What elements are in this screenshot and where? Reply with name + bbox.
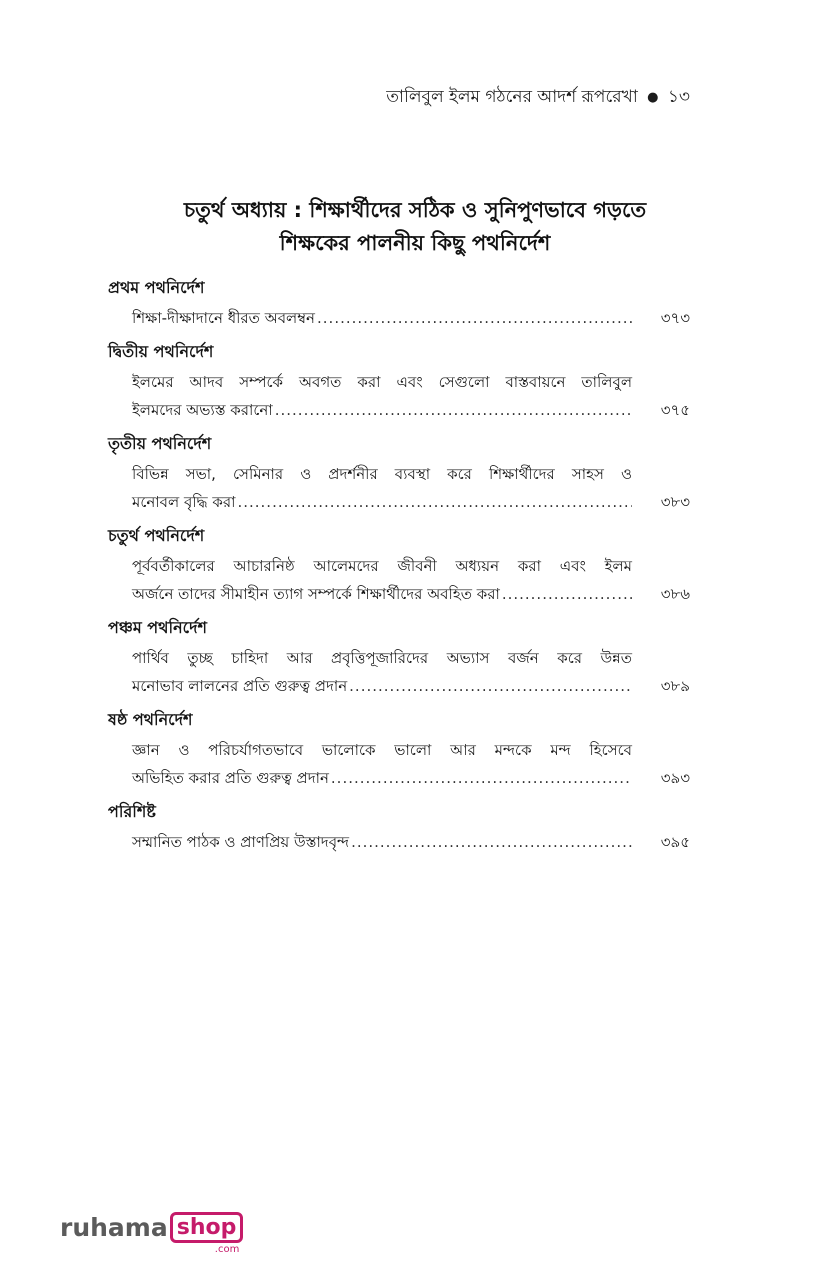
toc-entry-last-line (132, 488, 690, 516)
dot-leader (351, 828, 632, 856)
dot-leader (275, 396, 632, 424)
logo-brand-right: shop (170, 1212, 244, 1243)
toc-entry-last-line (132, 764, 690, 792)
toc-page-number: ৩৭৩ (660, 309, 690, 327)
toc-entry[interactable] (108, 368, 690, 424)
chapter-title (100, 194, 730, 260)
toc-entry-last-line (132, 672, 690, 700)
toc-entry-text: মনোভাব লালনের প্রতি গুরুত্ব প্রদান (132, 677, 348, 695)
table-of-contents (108, 272, 690, 856)
toc-page-number: ৩৯৩ (660, 769, 690, 787)
toc-page-number: ৩৮৬ (660, 585, 690, 603)
page-number: ১৩ (667, 87, 690, 107)
toc-section-title: ষষ্ঠ পথনির্দেশ (108, 710, 193, 729)
ruhamashop-watermark-logo (60, 1212, 243, 1255)
running-header (110, 84, 690, 112)
toc-section-title: চতুর্থ পথনির্দেশ (108, 526, 205, 545)
chapter-title-line-2: শিক্ষকের পালনীয় কিছু পথনির্দেশ (279, 231, 551, 255)
dot-leader (349, 672, 632, 700)
toc-entry[interactable] (108, 304, 690, 332)
toc-section-title: পরিশিষ্ট (108, 802, 156, 821)
toc-page-number: ৩৮৩ (660, 493, 690, 511)
toc-entry-last-line (132, 580, 690, 608)
toc-section-title: দ্বিতীয় পথনির্দেশ (108, 342, 214, 361)
running-title: তালিবুল ইলম গঠনের আদর্শ রূপরেখা (386, 87, 638, 107)
toc-entry-text: মনোবল বৃদ্ধি করা (132, 493, 236, 511)
dot-leader (317, 304, 632, 332)
dot-leader (502, 580, 632, 608)
toc-entry[interactable] (108, 736, 690, 792)
toc-entry-last-line (132, 828, 690, 856)
toc-entry-last-line (132, 396, 690, 424)
toc-entry[interactable] (108, 828, 690, 856)
toc-page-number: ৩৮৯ (660, 677, 690, 695)
toc-page-number: ৩৯৫ (660, 833, 690, 851)
toc-entry-line: ইলমের আদব সম্পর্কে অবগত করা এবং সেগুলো বাস্তবায়নে তালিবুল (132, 373, 632, 391)
toc-entry-text: সম্মানিত পাঠক ও প্রাণপ্রিয় উস্তাদবৃন্দ (132, 833, 350, 851)
toc-section-title: তৃতীয় পথনির্দেশ (108, 434, 212, 453)
toc-entry-line: বিভিন্ন সভা, সেমিনার ও প্রদর্শনীর ব্যবস্থা করে শিক্ষার্থীদের সাহস ও (132, 465, 632, 483)
toc-section-title: প্রথম পথনির্দেশ (108, 278, 205, 297)
toc-entry-line: জ্ঞান ও পরিচর্যাগতভাবে ভালোকে ভালো আর মন্দকে মন্দ হিসেবে (132, 741, 632, 759)
toc-entry-text: অভিহিত করার প্রতি গুরুত্ব প্রদান (132, 769, 329, 787)
toc-page-number: ৩৭৫ (660, 401, 690, 419)
dot-leader (237, 488, 632, 516)
toc-entry[interactable] (108, 460, 690, 516)
toc-entry-line: পূর্ববর্তীকালের আচারনিষ্ঠ আলেমদের জীবনী অধ্যয়ন করা এবং ইলম (132, 557, 632, 575)
toc-entry[interactable] (108, 644, 690, 700)
toc-entry[interactable] (108, 552, 690, 608)
bullet-separator: ● (647, 90, 659, 105)
logo-brand-left: ruhama (60, 1213, 168, 1242)
toc-entry-line: পার্থিব তুচ্ছ চাহিদা আর প্রবৃত্তিপূজারিদের অভ্যাস বর্জন করে উন্নত (132, 649, 632, 667)
logo-domain: .com (214, 1244, 240, 1255)
toc-entry-text: ইলমদের অভ্যস্ত করানো (132, 401, 273, 419)
toc-entry-text: শিক্ষা-দীক্ষাদানে ধীরত অবলম্বন (132, 309, 316, 327)
toc-section-title: পঞ্চম পথনির্দেশ (108, 618, 207, 637)
toc-entry-text: অর্জনে তাদের সীমাহীন ত্যাগ সম্পর্কে শিক্ষার্থীদের অবহিত করা (132, 585, 500, 603)
chapter-title-line-1: চতুর্থ অধ্যায় : শিক্ষার্থীদের সঠিক ও সুনিপুণভাবে গড়তে (183, 198, 647, 222)
toc-entry-last-line (132, 304, 690, 332)
dot-leader (331, 764, 632, 792)
